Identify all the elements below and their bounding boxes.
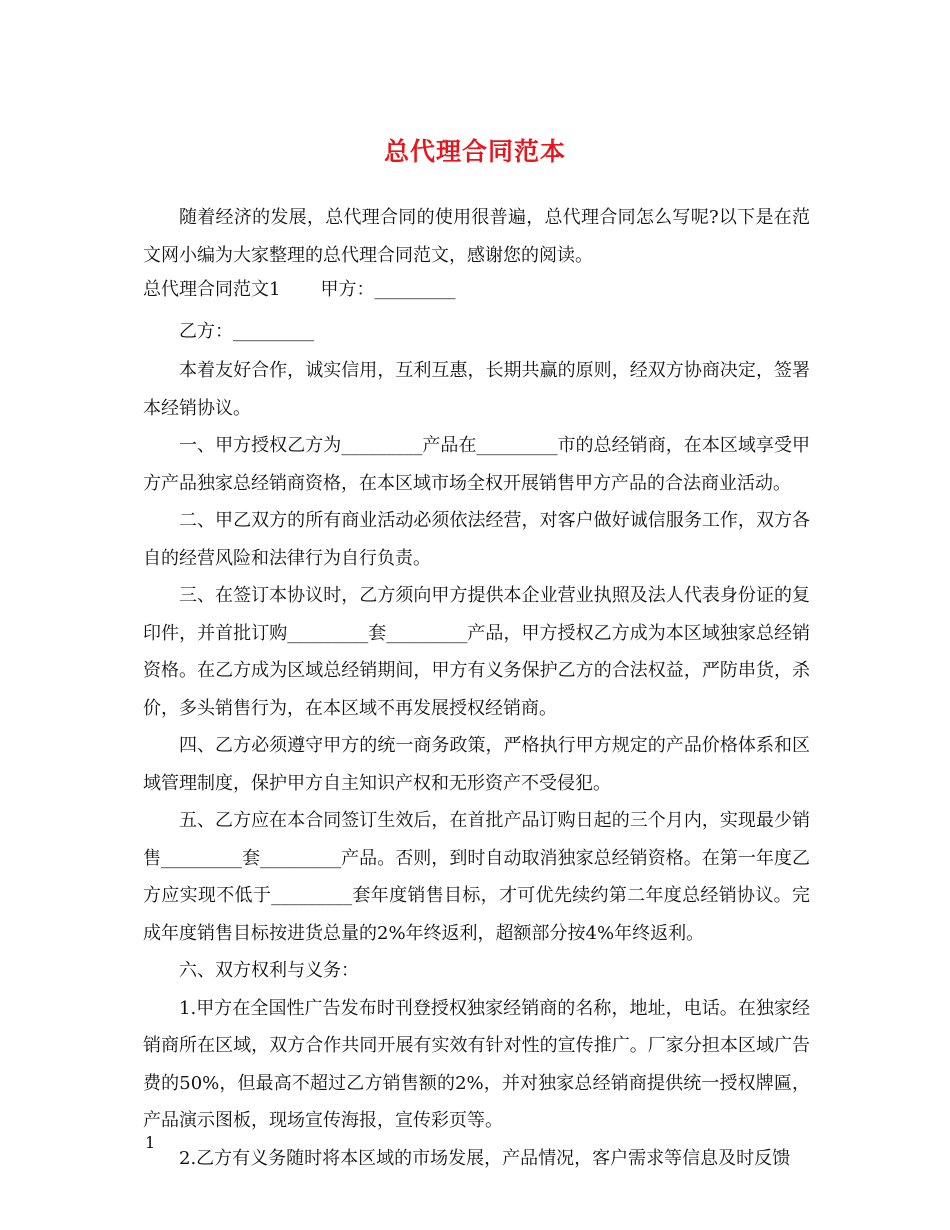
preamble-paragraph: 本着友好合作，诚实信用，互利互惠，长期共赢的原则，经双方协商决定，签署本经销协议。 xyxy=(143,360,810,419)
clause-6-item-1: 1.甲方在全国性广告发布时刊登授权独家经销商的名称，地址，电话。在独家经销商所在区域，双方合作共同开展有实效有针对性的宣传推广。厂家分担本区域广告费的50%，但最高不超过乙方销售额的2%，并对独家总经销商提供统一授权牌匾，产品演示图板，现场宣传海报，宣传彩页等。 xyxy=(143,997,810,1131)
page-number: 1 xyxy=(145,1133,156,1152)
clause-6-item-2: 2.乙方有义务随时将本区域的市场发展，产品情况，客户需求等信息及时反馈 xyxy=(179,1147,791,1169)
clause-2: 二、甲乙双方的所有商业活动必须依法经营，对客户做好诚信服务工作，双方各自的经营风险和法律行为自行负责。 xyxy=(143,510,810,569)
sample-heading: 总代理合同范文1 xyxy=(143,279,281,300)
document-body xyxy=(143,199,810,1177)
document-title: 总代理合同范本 xyxy=(383,137,566,166)
party-a-line: 甲方：_________ xyxy=(320,279,456,300)
party-b-line: 乙方：_________ xyxy=(179,321,314,342)
intro-paragraph: 随着经济的发展，总代理合同的使用很普遍，总代理合同怎么写呢?以下是在范文网小编为大家整理的总代理合同范文，感谢您的阅读。 xyxy=(143,207,810,266)
clause-5: 五、乙方应在本合同签订生效后，在首批产品订购日起的三个月内，实现最少销售_________套_________产品。否则，到时自动取消独家总经销资格。在第一年度乙方应实现不低于_________套年度销售目标，才可优先续约第二年度总经销协议。完成年度销售目标按进货总量的2%年终返利，超额部分按4%年终返利。 xyxy=(143,810,810,944)
clause-6-heading: 六、双方权利与义务： xyxy=(179,960,359,981)
clause-3: 三、在签订本协议时，乙方须向甲方提供本企业营业执照及法人代表身份证的复印件，并首批订购_________套_________产品，甲方授权乙方成为本区域独家总经销资格。在乙方成为区域总经销期间，甲方有义务保护乙方的合法权益，严防串货，杀价，多头销售行为，在本区域不再发展授权经销商。 xyxy=(143,585,810,719)
clause-1: 一、甲方授权乙方为_________产品在_________市的总经销商，在本区域享受甲方产品独家总经销商资格，在本区域市场全权开展销售甲方产品的合法商业活动。 xyxy=(143,435,810,494)
clause-4: 四、乙方必须遵守甲方的统一商务政策，严格执行甲方规定的产品价格体系和区域管理制度，保护甲方自主知识产权和无形资产不受侵犯。 xyxy=(143,735,810,794)
sample-heading-line xyxy=(143,274,810,306)
